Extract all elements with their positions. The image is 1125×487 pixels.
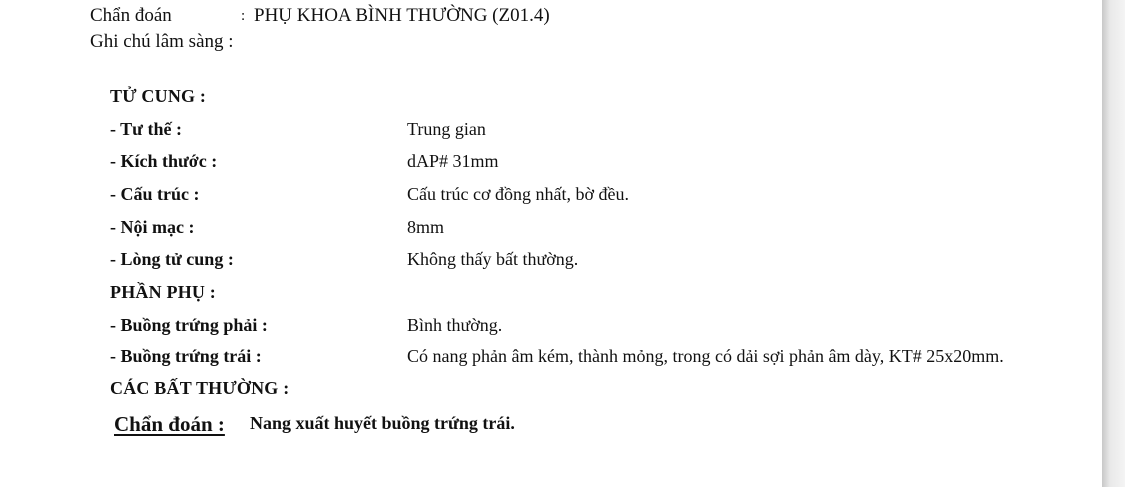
uterus-position-label: - Tư thế : <box>110 119 182 139</box>
uterus-section-title: TỬ CUNG : <box>110 86 207 106</box>
uterine-cavity-value: Không thấy bất thường. <box>407 249 579 269</box>
uterus-size-value: dAP# 31mm <box>407 151 499 171</box>
endometrium-value: 8mm <box>407 217 445 237</box>
uterus-size-label: - Kích thước : <box>110 151 218 171</box>
abnormalities-section-title: CÁC BẤT THƯỜNG : <box>110 378 290 398</box>
right-ovary-value: Bình thường. <box>407 315 503 335</box>
conclusion-value: Nang xuất huyết buồng trứng trái. <box>250 413 515 433</box>
uterus-structure-value: Cấu trúc cơ đồng nhất, bờ đều. <box>407 184 629 204</box>
left-ovary-value: Có nang phản âm kém, thành mỏng, trong có dải sợi phản âm dày, KT# 25x20mm. <box>407 346 1004 366</box>
clinical-note-label: Ghi chú lâm sàng : <box>90 31 234 52</box>
left-ovary-label: - Buồng trứng trái : <box>110 346 262 366</box>
diagnosis-colon: : <box>241 8 246 24</box>
right-ovary-label: - Buồng trứng phải : <box>110 315 268 335</box>
uterine-cavity-label: - Lòng tử cung : <box>110 249 234 269</box>
uterus-position-value: Trung gian <box>407 119 486 139</box>
adnexa-section-title: PHẦN PHỤ : <box>110 282 216 302</box>
page-edge-shadow <box>1102 0 1125 487</box>
endometrium-label: - Nội mạc : <box>110 217 195 237</box>
diagnosis-value: PHỤ KHOA BÌNH THƯỜNG (Z01.4) <box>254 5 550 26</box>
conclusion-label: Chẩn đoán : <box>114 412 225 436</box>
uterus-structure-label: - Cấu trúc : <box>110 184 200 204</box>
diagnosis-label: Chẩn đoán <box>90 5 172 26</box>
